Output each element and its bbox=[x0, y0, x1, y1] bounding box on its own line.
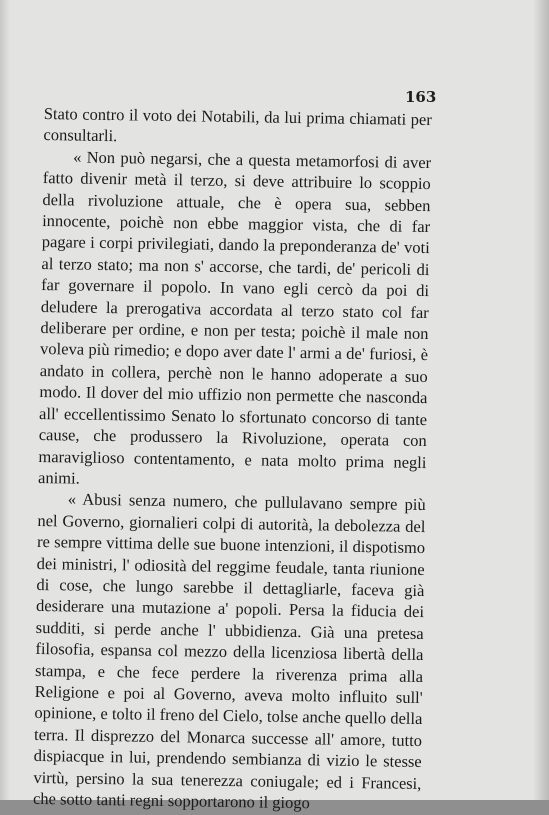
paragraph-2: « Non può negarsi, che a questa metamorfosi di aver fatto divenir metà il terzo, si deve attribuire lo scoppio della rivoluzione attuale, che è opera sua, sebben innocente, poichè non ebbe maggior vista, che di far pagare i corpi privilegiati, dando la preponderanza de' voti al terzo stato; ma non s' accorse, che tardi, de' pericoli di far governare il popolo. In vano egli cercò da poi di deludere la prerogativa accordata al terzo stato col far deliberare per ordine, e non per testa; poichè il male non voleva più rimedio; e dopo aver date l' armi a de' furiosi, è andato in collera, perchè non le hanno adoperate a suo modo. Il dover del mio uffizio non permette che nasconda all' eccellentissimo Senato lo sfortunato concorso di tante cause, che produssero la Rivoluzione, operata con maraviglioso contentamento, e nata molto prima negli animi. bbox=[37, 147, 432, 488]
paragraph-3: « Abusi senza numero, che pullulavano sempre più nel Governo, giornalieri colpi di autorità, la debolezza del re sempre vittima delle sue buone intenzioni, il dispotismo dei ministri, l' odiosità del reggime feudale, tanta riunione di cose, che lungo sarebbe il dettagliarle, faceva già desiderare una mutazione a' popoli. Persa la fiducia dei sudditi, si perde anche l' ubbidienza. Già una pretesa filosofia, espansa col mezzo della licenziosa libertà della stampa, e che fece perdere la riverenza prima alla Religione e poi al Governo, aveva molto influito sull' opinione, e tolto il freno del Cielo, tolse anche quello della terra. Il disprezzo del Monarca successe all' amore, tutto dispiacque in lui, prendendo sembianza di vizio le stesse virtù, persino la sua tenerezza coniugale; ed i Francesi, che sotto tanti regni sopportarono il giogo bbox=[32, 489, 426, 813]
body-text bbox=[33, 103, 432, 815]
page-right-edge-shadow bbox=[533, 0, 549, 800]
page-number: 163 bbox=[405, 88, 437, 106]
paragraph-1: Stato contro il voto dei Notabili, da lui prima chiamati per consultarli. bbox=[43, 103, 432, 146]
page-left-edge-shadow bbox=[0, 0, 10, 800]
